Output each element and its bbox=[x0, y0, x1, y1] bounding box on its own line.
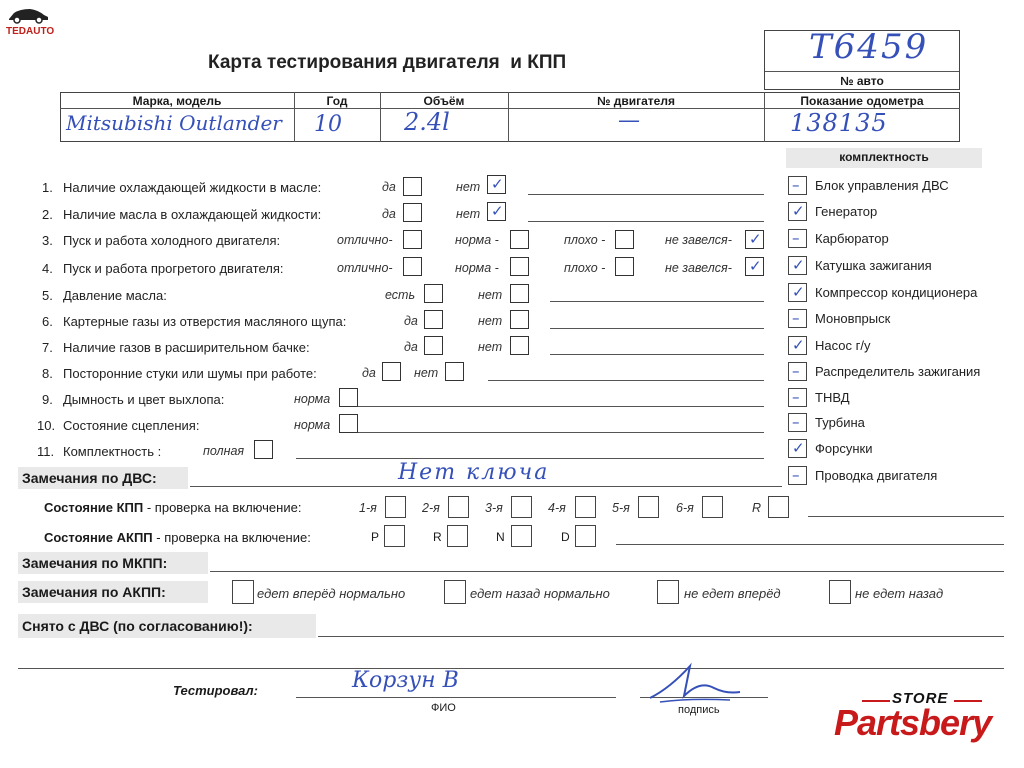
completeness-checkbox[interactable] bbox=[788, 176, 807, 195]
completeness-checkbox[interactable] bbox=[788, 439, 807, 458]
q1-yes-label: да bbox=[382, 180, 396, 194]
q8-text: Посторонние стуки или шумы при работе: bbox=[63, 366, 317, 381]
completeness-checkbox[interactable] bbox=[788, 413, 807, 432]
col-year-header: Год bbox=[326, 94, 348, 108]
q5-opt2-checkbox[interactable] bbox=[510, 284, 529, 303]
q3-opt2-label: норма - bbox=[455, 233, 499, 247]
q3-text: Пуск и работа холодного двигателя: bbox=[63, 233, 281, 248]
akpp-row bbox=[44, 530, 311, 545]
page-title: Карта тестирования двигателя и КПП bbox=[208, 52, 567, 73]
q7-opt1-label: да bbox=[404, 340, 418, 354]
q8-opt2-checkbox[interactable] bbox=[445, 362, 464, 381]
akpp-suffix: - проверка на включение: bbox=[152, 530, 311, 545]
q4-opt1-label: отлично- bbox=[337, 261, 393, 275]
q2-yes-label: да bbox=[382, 207, 396, 221]
akpp-mode-checkbox[interactable] bbox=[447, 525, 468, 547]
q7-opt2-label: нет bbox=[478, 340, 503, 354]
kpp-row bbox=[44, 500, 301, 515]
akpp-opt2-checkbox[interactable] bbox=[444, 580, 466, 604]
q11-opt1-label: полная bbox=[203, 444, 245, 458]
q4-opt4-checkbox[interactable]: ✓ bbox=[745, 257, 764, 276]
akpp-mode-label: R bbox=[433, 530, 442, 544]
completeness-item-label: Насос г/у bbox=[815, 338, 871, 353]
completeness-mark: ✓ bbox=[792, 256, 805, 274]
q3-opt1-checkbox[interactable] bbox=[403, 230, 422, 249]
q8-opt1-label: да bbox=[362, 366, 376, 380]
q1-no-checkbox[interactable]: ✓ bbox=[487, 175, 506, 194]
completeness-title: комплектность bbox=[839, 150, 929, 164]
q4-text: Пуск и работа прогретого двигателя: bbox=[63, 261, 284, 276]
q4-opt2-checkbox[interactable] bbox=[510, 257, 529, 276]
gear-label: 1-я bbox=[359, 501, 377, 515]
q3-opt2-checkbox[interactable] bbox=[510, 230, 529, 249]
q4-opt3-label: плохо - bbox=[564, 261, 606, 275]
completeness-mark: ✓ bbox=[792, 336, 805, 354]
completeness-checkbox[interactable] bbox=[788, 256, 807, 275]
gear-label: 3-я bbox=[485, 501, 503, 515]
partsbery-logo bbox=[832, 688, 1012, 760]
q4-number: 4. bbox=[42, 261, 53, 276]
q7-number: 7. bbox=[42, 340, 53, 355]
mkpp-remarks-label: Замечания по МКПП: bbox=[22, 555, 168, 571]
q1-number: 1. bbox=[42, 180, 53, 195]
gear-label: 5-я bbox=[612, 501, 630, 515]
akpp-opt4-label: не едет назад bbox=[855, 586, 944, 601]
akpp-mode-label: N bbox=[496, 530, 505, 544]
akpp-label: Состояние АКПП bbox=[44, 530, 153, 545]
kpp-label: Состояние КПП bbox=[44, 500, 144, 515]
completeness-checkbox[interactable] bbox=[788, 388, 807, 407]
completeness-mark: – bbox=[792, 413, 800, 431]
akpp-opt1-label: едет вперёд нормально bbox=[257, 586, 406, 601]
tedauto-text: TEDAUTO bbox=[6, 26, 55, 37]
q6-text: Картерные газы из отверстия масляного щупа: bbox=[63, 314, 347, 329]
q4-opt1-checkbox[interactable] bbox=[403, 257, 422, 276]
gear-label: 6-я bbox=[676, 501, 694, 515]
completeness-mark: ✓ bbox=[792, 283, 805, 301]
completeness-checkbox[interactable] bbox=[788, 466, 807, 485]
gear-checkbox[interactable] bbox=[575, 496, 596, 518]
car-icon bbox=[6, 6, 50, 24]
completeness-mark: – bbox=[792, 388, 800, 406]
completeness-mark: – bbox=[792, 229, 800, 247]
completeness-checkbox[interactable] bbox=[788, 362, 807, 381]
col-odometer-header: Показание одометра bbox=[800, 94, 924, 108]
q9-opt1-checkbox[interactable] bbox=[339, 388, 358, 407]
q10-opt1-checkbox[interactable] bbox=[339, 414, 358, 433]
q5-opt1-checkbox[interactable] bbox=[424, 284, 443, 303]
completeness-item-label: Блок управления ДВС bbox=[815, 178, 949, 193]
gear-checkbox[interactable] bbox=[638, 496, 659, 518]
completeness-checkbox[interactable] bbox=[788, 336, 807, 355]
completeness-item-label: Форсунки bbox=[815, 441, 873, 456]
gear-checkbox[interactable] bbox=[702, 496, 723, 518]
q2-text: Наличие масла в охлаждающей жидкости: bbox=[63, 207, 322, 222]
q10-opt1-label: норма bbox=[294, 418, 331, 432]
q3-opt4-label: не завелся- bbox=[665, 233, 732, 247]
akpp-mode-checkbox[interactable] bbox=[575, 525, 596, 547]
akpp-mode-checkbox[interactable] bbox=[511, 525, 532, 547]
q9-text: Дымность и цвет выхлопа: bbox=[63, 392, 225, 407]
completeness-mark: ✓ bbox=[792, 202, 805, 220]
completeness-item-label: Моновпрыск bbox=[815, 311, 891, 326]
q3-number: 3. bbox=[42, 233, 53, 248]
completeness-item-label: ТНВД bbox=[815, 390, 850, 405]
q8-opt1-checkbox[interactable] bbox=[382, 362, 401, 381]
gear-label: 2-я bbox=[422, 501, 440, 515]
gear-checkbox[interactable] bbox=[768, 496, 789, 518]
gear-checkbox[interactable] bbox=[511, 496, 532, 518]
q2-no-label: нет bbox=[456, 207, 481, 221]
gear-checkbox[interactable] bbox=[448, 496, 469, 518]
auto-number-box bbox=[764, 27, 960, 90]
akpp-opt3-label: не едет вперёд bbox=[684, 586, 781, 601]
sign-label: подпись bbox=[678, 704, 720, 716]
q1-no-label: нет bbox=[456, 180, 481, 194]
q5-number: 5. bbox=[42, 288, 53, 303]
q10-text: Состояние сцепления: bbox=[63, 418, 200, 433]
completeness-item-label: Генератор bbox=[815, 204, 878, 219]
completeness-item-label: Компрессор кондиционера bbox=[815, 285, 978, 300]
q4-opt2-label: норма - bbox=[455, 261, 499, 275]
q11-number: 11. bbox=[37, 444, 55, 459]
q7-opt2-checkbox[interactable] bbox=[510, 336, 529, 355]
q3-opt3-label: плохо - bbox=[564, 233, 606, 247]
col-make-header: Марка, модель bbox=[132, 94, 222, 108]
year-value: 10 bbox=[314, 112, 342, 137]
completeness-checkbox[interactable] bbox=[788, 229, 807, 248]
q7-text: Наличие газов в расширительном бачке: bbox=[63, 340, 310, 355]
q6-opt1-label: да bbox=[404, 314, 418, 328]
removed-label: Снято с ДВС (по согласованию!): bbox=[22, 618, 253, 634]
q10-number: 10. bbox=[37, 418, 56, 433]
q6-opt2-checkbox[interactable] bbox=[510, 310, 529, 329]
akpp-opt2-label: едет назад нормально bbox=[470, 586, 610, 601]
akpp-mode-label: D bbox=[561, 530, 570, 544]
q2-number: 2. bbox=[42, 207, 53, 222]
q2-yes-checkbox[interactable] bbox=[403, 203, 422, 222]
completeness-mark: – bbox=[792, 176, 800, 194]
col-volume-header: Объём bbox=[423, 94, 465, 108]
completeness-checkbox[interactable] bbox=[788, 309, 807, 328]
tedauto-logo bbox=[4, 6, 55, 40]
q3-opt3-checkbox[interactable] bbox=[615, 230, 634, 249]
tester-name: Корзун В bbox=[352, 668, 459, 693]
completeness-item-label: Карбюратор bbox=[815, 231, 889, 246]
completeness-mark: – bbox=[792, 362, 800, 380]
completeness-checkbox[interactable] bbox=[788, 283, 807, 302]
q9-number: 9. bbox=[42, 392, 53, 407]
fio-label: ФИО bbox=[431, 702, 456, 714]
completeness-mark: – bbox=[792, 466, 800, 484]
volume-value: 2.4l bbox=[404, 108, 450, 136]
akpp-opt1-checkbox[interactable] bbox=[232, 580, 254, 604]
akpp-remarks-label: Замечания по АКПП: bbox=[22, 584, 166, 600]
odometer-value: 138135 bbox=[790, 109, 888, 137]
col-engine-no-header: № двигателя bbox=[597, 94, 675, 108]
engine-no-value: — bbox=[618, 108, 640, 133]
gear-label: R bbox=[752, 501, 762, 515]
auto-number-value: T6459 bbox=[809, 27, 929, 67]
q1-text: Наличие охлаждающей жидкости в масле: bbox=[63, 180, 322, 195]
q6-opt1-checkbox[interactable] bbox=[424, 310, 443, 329]
completeness-mark: – bbox=[792, 309, 800, 327]
completeness-checkbox[interactable] bbox=[788, 202, 807, 221]
signature-image bbox=[640, 658, 750, 708]
logo-partsbery-text: Partsbery bbox=[834, 702, 992, 743]
completeness-mark: ✓ bbox=[792, 439, 805, 457]
q8-number: 8. bbox=[42, 366, 53, 381]
gear-label: 4-я bbox=[548, 501, 566, 515]
q7-opt1-checkbox[interactable] bbox=[424, 336, 443, 355]
q3-opt1-label: отлично- bbox=[337, 233, 393, 247]
gear-checkbox[interactable] bbox=[385, 496, 406, 518]
q11-text: Комплектность : bbox=[63, 444, 162, 459]
q4-opt3-checkbox[interactable] bbox=[615, 257, 634, 276]
auto-number-label: № авто bbox=[840, 74, 884, 88]
q1-yes-checkbox[interactable] bbox=[403, 177, 422, 196]
q9-opt1-label: норма bbox=[294, 392, 331, 406]
make-value: Mitsubishi Outlander bbox=[66, 111, 282, 135]
q3-opt4-checkbox[interactable]: ✓ bbox=[745, 230, 764, 249]
completeness-item-label: Катушка зажигания bbox=[815, 258, 932, 273]
tested-label: Тестировал: bbox=[173, 683, 258, 698]
q6-number: 6. bbox=[42, 314, 53, 329]
akpp-mode-checkbox[interactable] bbox=[384, 525, 405, 547]
completeness-item-label: Турбина bbox=[815, 415, 865, 430]
kpp-suffix: - проверка на включение: bbox=[143, 500, 302, 515]
engine-remarks-value: Нет ключа bbox=[398, 460, 550, 485]
akpp-mode-label: P bbox=[371, 530, 380, 544]
q8-opt2-label: нет bbox=[414, 366, 439, 380]
q5-opt1-label: есть bbox=[385, 288, 416, 302]
akpp-opt4-checkbox[interactable] bbox=[829, 580, 851, 604]
engine-remarks-label: Замечания по ДВС: bbox=[22, 470, 157, 486]
akpp-opt3-checkbox[interactable] bbox=[657, 580, 679, 604]
q5-text: Давление масла: bbox=[63, 288, 167, 303]
logo-store-text: STORE bbox=[892, 690, 949, 707]
q11-opt1-checkbox[interactable] bbox=[254, 440, 273, 459]
q2-no-checkbox[interactable]: ✓ bbox=[487, 202, 506, 221]
q6-opt2-label: нет bbox=[478, 314, 503, 328]
q5-opt2-label: нет bbox=[478, 288, 503, 302]
q4-opt4-label: не завелся- bbox=[665, 261, 732, 275]
completeness-item-label: Проводка двигателя bbox=[815, 468, 938, 483]
completeness-item-label: Распределитель зажигания bbox=[815, 364, 981, 379]
